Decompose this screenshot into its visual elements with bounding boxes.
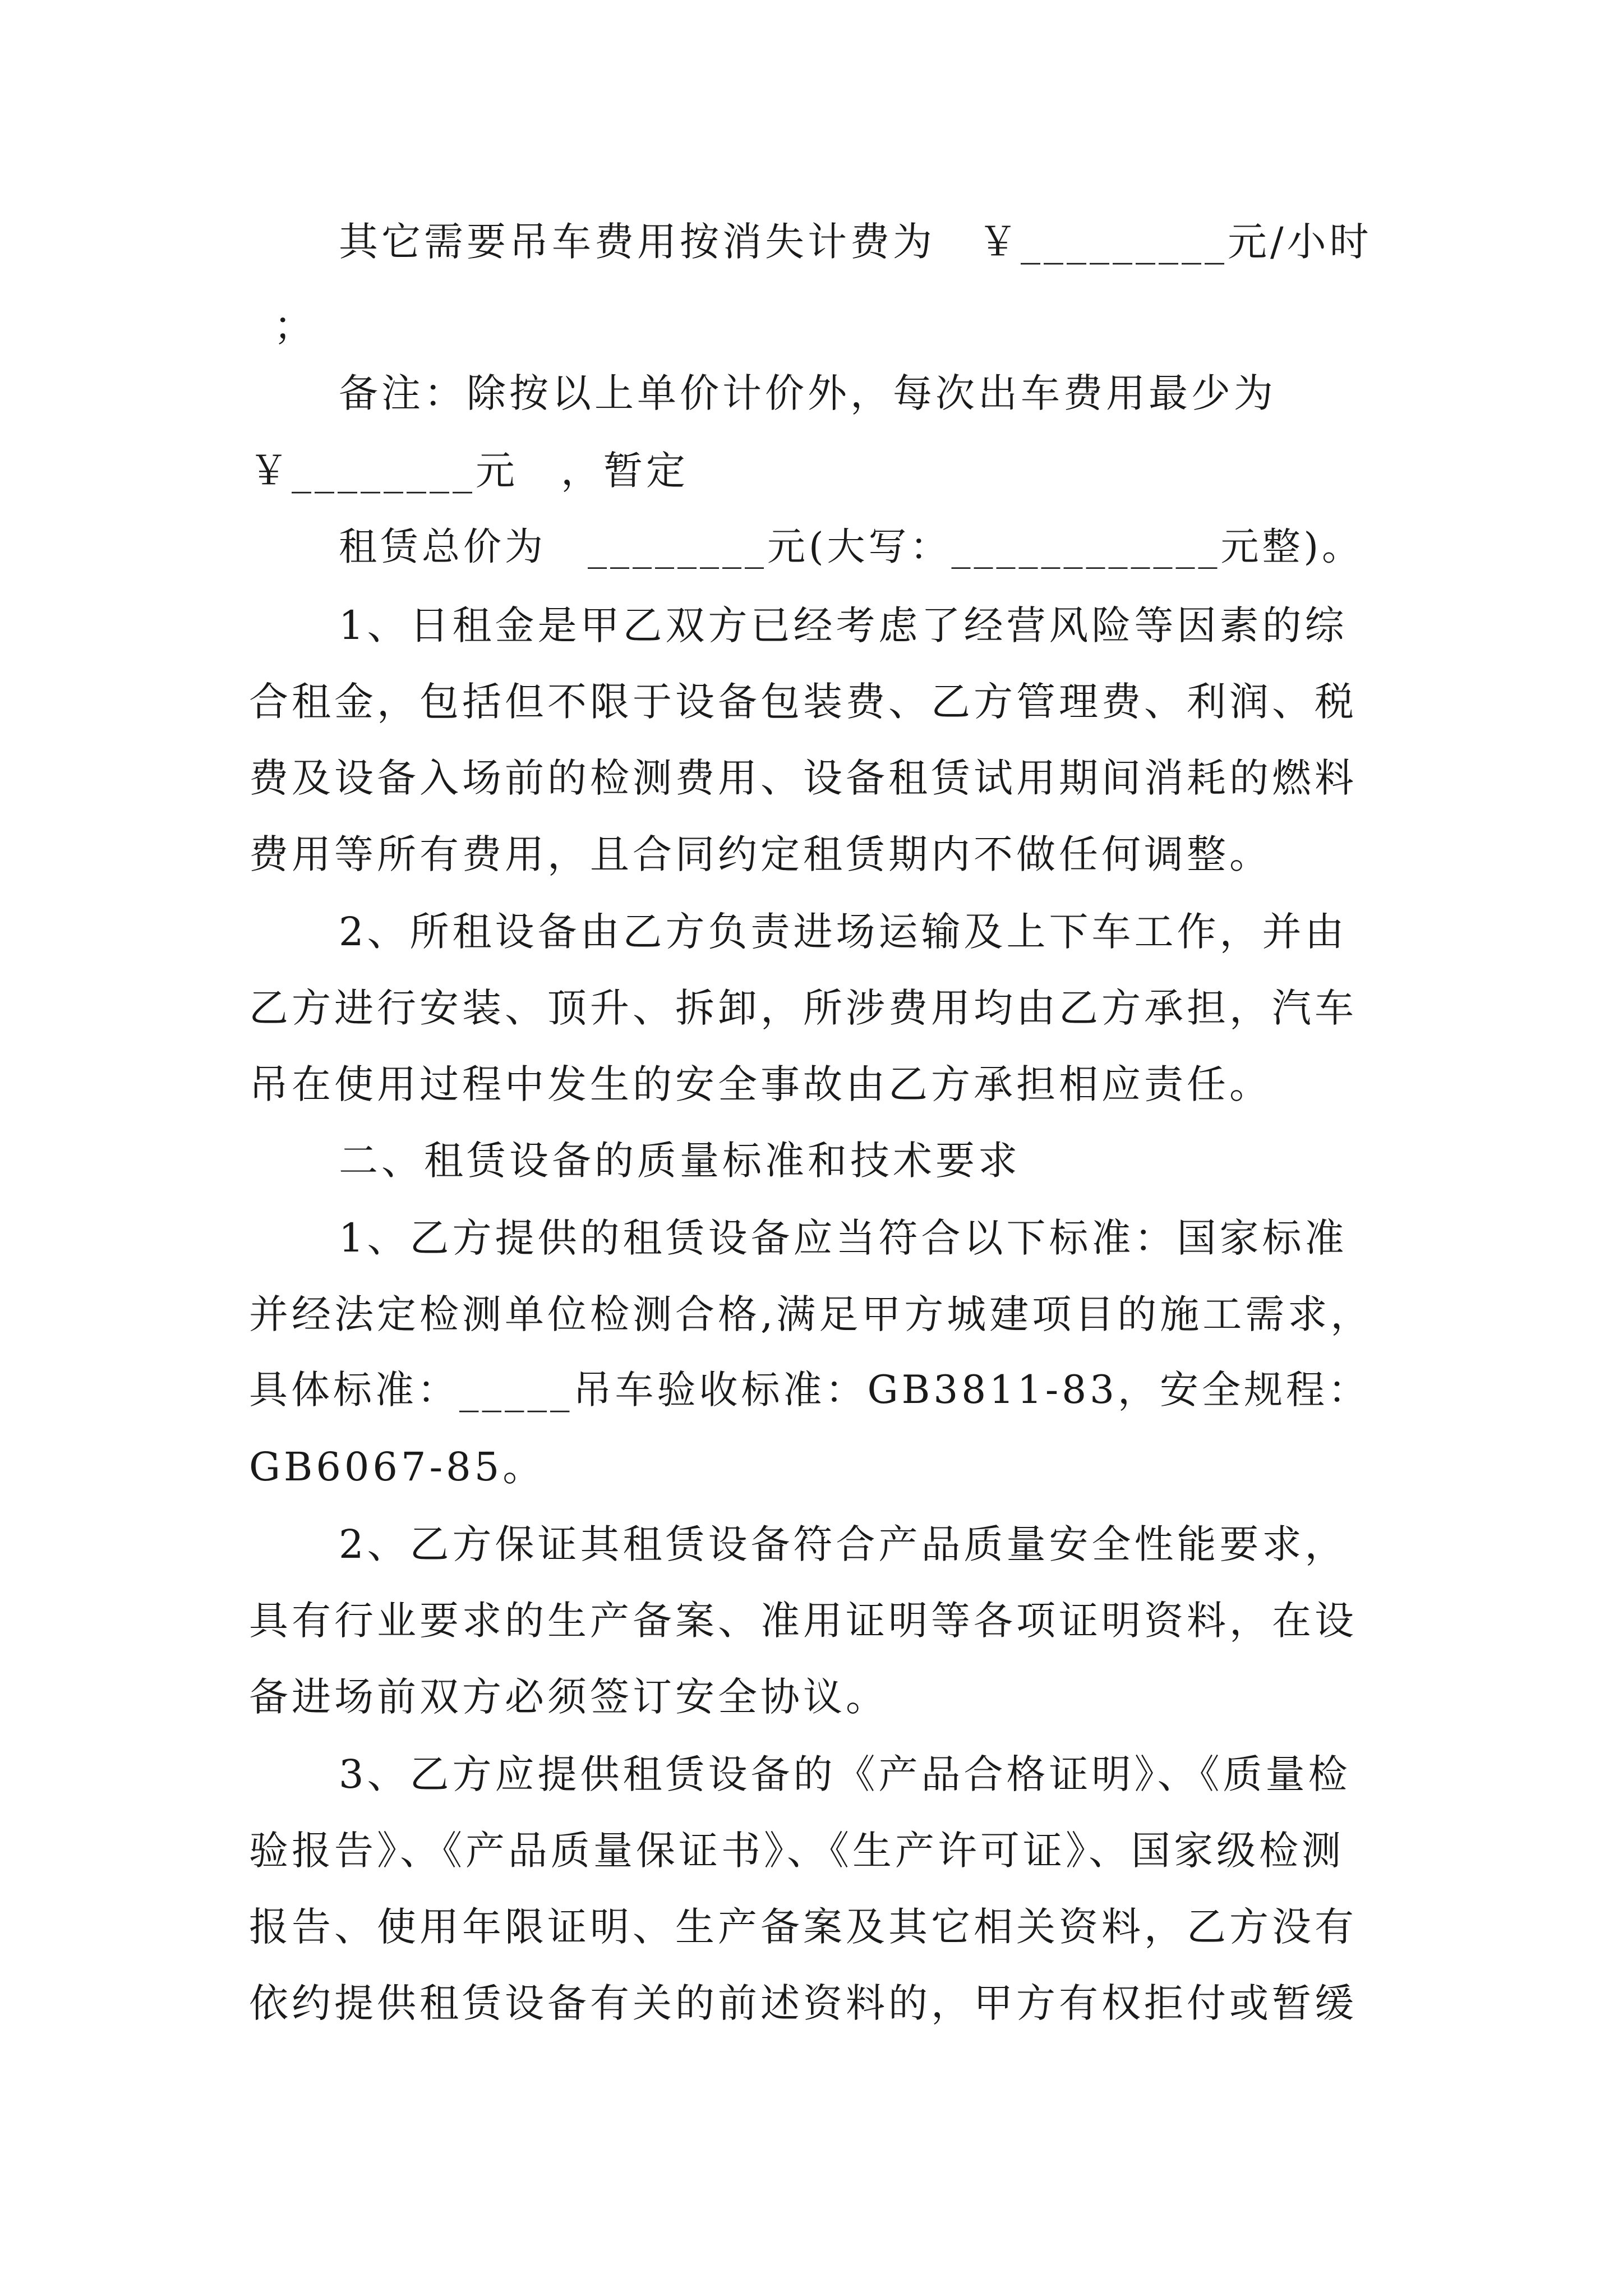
text-line: ￥________元 ，暂定 <box>249 448 689 494</box>
text-line: 依约提供租赁设备有关的前述资料的，甲方有权拒付或暂缓 <box>249 1980 1357 2026</box>
text-line: 1、日租金是甲乙双方已经考虑了经营风险等因素的综 <box>339 602 1348 648</box>
text-line: 并经法定检测单位检测合格,满足甲方城建项目的施工需求， <box>249 1291 1373 1337</box>
text-line: 1、乙方提供的租赁设备应当符合以下标准：国家标准 <box>339 1215 1348 1261</box>
text-line: ； <box>274 303 316 349</box>
text-line: GB6067-85。 <box>249 1444 546 1490</box>
text-line: 2、所租设备由乙方负责进场运输及上下车工作，并由 <box>339 909 1348 955</box>
text-line: 二、租赁设备的质量标准和技术要求 <box>339 1138 1021 1184</box>
text-line: 具有行业要求的生产备案、准用证明等各项证明资料，在设 <box>249 1598 1357 1644</box>
text-line: 合租金，包括但不限于设备包装费、乙方管理费、利润、税 <box>249 679 1357 725</box>
text-line: 3、乙方应提供租赁设备的《产品合格证明》、《质量检 <box>339 1751 1351 1797</box>
text-line: 备注：除按以上单价计价外，每次出车费用最少为 <box>339 370 1276 416</box>
text-line: 其它需要吊车费用按消失计费为 ￥_________元/小时 <box>339 219 1372 265</box>
text-line: 2、乙方保证其租赁设备符合产品质量安全性能要求， <box>339 1521 1348 1567</box>
text-line: 吊在使用过程中发生的安全事故由乙方承担相应责任。 <box>249 1061 1272 1107</box>
text-line: 备进场前双方必须签订安全协议。 <box>249 1674 888 1720</box>
text-line: 费及设备入场前的检测费用、设备租赁试用期间消耗的燃料 <box>249 755 1357 801</box>
text-line: 报告、使用年限证明、生产备案及其它相关资料，乙方没有 <box>249 1904 1357 1950</box>
text-line: 租赁总价为 ________元(大写：____________元整)。 <box>339 525 1364 569</box>
text-line: 具体标准：_____吊车验收标准：GB3811-83，安全规程： <box>249 1368 1371 1412</box>
text-line: 费用等所有费用，且合同约定租赁期内不做任何调整。 <box>249 831 1272 877</box>
text-line: 验报告》、《产品质量保证书》、《生产许可证》、国家级检测 <box>249 1828 1344 1874</box>
text-line: 乙方进行安装、顶升、拆卸，所涉费用均由乙方承担，汽车 <box>249 985 1357 1031</box>
